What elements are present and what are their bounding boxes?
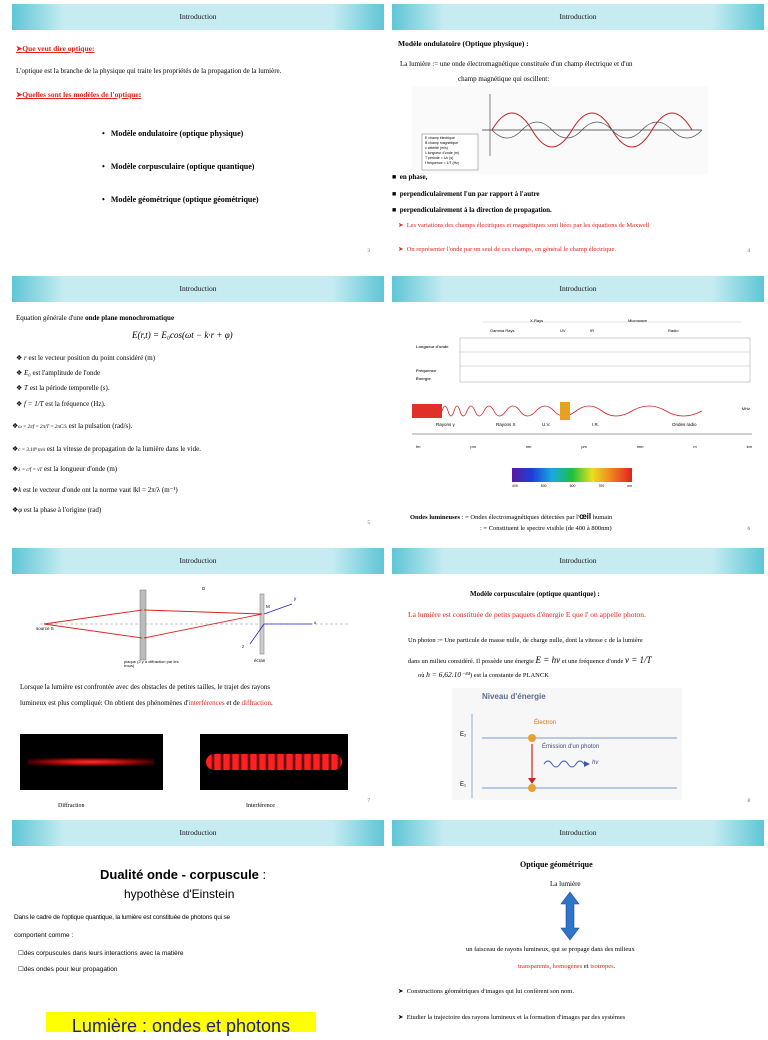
type-label: Ondes radio — [672, 422, 697, 427]
ray — [44, 624, 142, 638]
frequency-wave-path — [442, 406, 702, 416]
wave-frequency-figure — [412, 396, 754, 436]
question-heading: ➤Que veut dire optique: — [16, 44, 95, 53]
param-text: est la vitesse de propagation de la lumière dans le vide. — [45, 445, 201, 453]
slide-header — [12, 276, 384, 302]
legend-line: c célérité (m/s) — [425, 146, 448, 150]
param-item: ❖ f = 1/T est la fréquence (Hz). — [16, 400, 106, 408]
geo-bullet: ➤ Etudier la trajectoire des rayons lumineux et la formation d'images par des systèmes — [398, 1014, 626, 1021]
interference-term: interférences — [188, 699, 225, 707]
fig-label: M — [266, 604, 270, 609]
fig-label: D — [202, 586, 206, 591]
legend-line: E champ électrique — [425, 136, 455, 140]
photon-definition: La lumière est constituée de petits paquets d'énergie E que l' on appelle photon. — [408, 610, 646, 619]
slide-header — [12, 4, 384, 30]
diffraction-caption: Diffraction — [58, 803, 85, 809]
section-title: Modèle ondulatoire (Optique physique) : — [398, 39, 529, 48]
visible-scale — [512, 484, 632, 488]
conj: et — [582, 963, 591, 970]
models-heading: ➤Quelles sont les modèles de l'optique: — [16, 90, 142, 99]
electron-lower — [528, 784, 536, 792]
duality-text-2: comportent comme : — [14, 932, 74, 939]
duality-title-text: Dualité onde - corpuscule — [100, 867, 259, 882]
duality-item-text: des corpuscules dans leurs interactions avec la matière — [23, 950, 184, 957]
band-label: Microwave — [628, 318, 648, 323]
photon-energy — [408, 654, 652, 667]
page-number: 5 — [367, 521, 370, 526]
interference-setup-svg — [32, 584, 352, 670]
ray — [144, 610, 262, 614]
param-symbol: φ — [18, 506, 23, 514]
ray — [44, 610, 142, 624]
fig-label: x — [314, 620, 317, 625]
row-label: Énergie — [416, 376, 431, 381]
duality-text: Dans le cadre de l'optique quantique, la lumière est constituée de photons qui se — [14, 914, 230, 921]
emission-label: Émission d'un photon — [542, 744, 600, 750]
param-text: est la phase à l'origine (rad) — [22, 506, 102, 514]
slide-header — [392, 820, 764, 846]
type-label: U.V. — [542, 422, 551, 427]
param-symbol: r — [24, 354, 27, 362]
frequency-wave-svg — [412, 396, 754, 436]
band-label: Gamma Rays — [490, 328, 515, 333]
param-item: ❖ E₀ est l'amplitude de l'onde — [16, 369, 101, 377]
diffraction-image — [20, 734, 163, 790]
spectrum-table-svg — [412, 310, 752, 390]
wave-definition-2: champ magnétique qui oscillent: — [458, 75, 550, 83]
band-label: X-Rays — [530, 318, 544, 323]
model-item: • Modèle ondulatoire (optique physique) — [102, 129, 244, 138]
model-item: • Modèle corpusculaire (optique quantique) — [102, 162, 255, 171]
slide-6 — [392, 272, 764, 534]
type-label: Rayons γ — [436, 422, 455, 427]
einstein-hypothesis: hypothèse d'Einstein — [124, 887, 235, 901]
param-item: ❖k est le vecteur d'onde ont la norme vaut ‖k‖ = 2π/λ (m⁻¹) — [12, 486, 178, 494]
slide-10 — [392, 816, 764, 1024]
section-title: Optique géométrique — [520, 860, 593, 869]
slide-8 — [392, 544, 764, 806]
arrow-note-text: On représenter l'onde par un seul de ces champs, en général le champ électrique. — [406, 246, 616, 253]
slide-header-title: Introduction — [559, 556, 597, 565]
banner-text: Lumière : ondes et photons — [71, 1016, 291, 1036]
medium-properties — [518, 963, 615, 972]
param-text: est la longueur d'onde (m) — [42, 465, 118, 473]
intro-bold: onde plane monochromatique — [85, 314, 175, 322]
e1-label: E₁ — [460, 782, 467, 788]
duality-item: ☐des ondes pour leur propagation — [18, 966, 118, 973]
scale-tick: nm — [525, 444, 532, 449]
legend-line: f fréquence = 1/T (Hz) — [425, 161, 460, 165]
page-number: 7 — [367, 799, 370, 804]
slide-header-title: Introduction — [559, 828, 597, 837]
wave-dense-segment — [412, 404, 442, 418]
row-label: Fréquence — [416, 368, 437, 373]
obstacle-text: Lorsque la lumière est confrontée avec des obstacles de petites tailles, le trajet des rayons — [20, 683, 271, 691]
legend-line: λ longueur d'onde (m) — [425, 151, 459, 155]
scale-tick: μm — [581, 444, 587, 449]
slide-header-title: Introduction — [559, 284, 597, 293]
isotropic-term: isotropes — [590, 963, 614, 970]
slide-header — [12, 820, 384, 846]
arrow-note: ➤ On représenter l'onde par un seul de ces champs, en général le champ électrique. — [398, 246, 616, 253]
bullet-item: ■ en phase, — [392, 173, 428, 181]
bullet-item: ■ perpendiculairement l'un par rapport à l'autre — [392, 190, 540, 198]
definition-text: L'optique est la branche de la physique qui traite les propriétés de la propagation de la lumière. — [16, 67, 282, 75]
model-label: Modèle ondulatoire (optique physique) — [110, 129, 244, 138]
double-arrow-svg — [560, 892, 580, 940]
page-number: 6 — [747, 527, 750, 532]
param-item: ❖ T est la période temporelle (s). — [16, 384, 110, 392]
screen — [260, 594, 264, 654]
fig-label: plaque (2 y a diffraction par les trous) — [124, 659, 179, 668]
interference-image — [200, 734, 348, 790]
photon-arrowhead — [584, 761, 590, 767]
slide-header — [392, 548, 764, 574]
band-label: UV — [560, 328, 566, 333]
duality-item: ☐des corpuscules dans leurs interactions avec la matière — [18, 950, 184, 957]
visible-tick: 400 — [512, 484, 518, 488]
param-text: est le vecteur position du point considéré (m) — [26, 354, 156, 362]
phenomena-text — [20, 699, 273, 708]
scale-tick: km — [746, 444, 752, 449]
equation-intro — [16, 314, 174, 323]
slide-5 — [12, 272, 384, 534]
arrow-note: ➤ Les variations des champs électriques et magnétiques sont liées par les équations de Maxwell — [398, 222, 650, 229]
electron-label: Électron — [534, 720, 557, 726]
e2-label: E₂ — [460, 732, 467, 738]
end: . — [613, 963, 616, 970]
model-label: Modèle corpusculaire (optique quantique) — [110, 162, 255, 171]
param-item: ❖ r est le vecteur position du point considéré (m) — [16, 354, 156, 362]
band-label: IR — [590, 328, 594, 333]
param-symbol: c = 3.10⁸ m/s — [18, 448, 46, 453]
slide-header — [392, 4, 764, 30]
geo-bullet-text: Constructions géométriques d'images qui lui confèrent son nom. — [406, 988, 574, 995]
light-caption-2: : = Constituent le spectre visible (de 400 à 800nm) — [480, 525, 612, 532]
models-heading-text: Quelles sont les modèles de l'optique — [22, 90, 139, 99]
planck-lead: où — [418, 672, 427, 679]
slide-header — [392, 276, 764, 302]
phenomena-conj: et de — [224, 699, 242, 707]
planck-text — [418, 670, 549, 681]
visible-tick: 600 — [569, 484, 576, 488]
light-label: La lumière — [550, 880, 581, 888]
visible-tick: 500 — [540, 484, 547, 488]
type-label: Rayons X — [496, 422, 516, 427]
scale-tick: mm — [636, 444, 644, 449]
fig-label: écran — [254, 658, 266, 663]
banner-box — [46, 1012, 316, 1036]
visible-tick: nm — [627, 484, 632, 488]
hv-label: hν — [592, 760, 599, 766]
question-text: Que veut dire optique: — [22, 44, 95, 53]
legend-line: B champ magnétique — [425, 141, 459, 145]
energy-level-diagram — [452, 688, 682, 800]
electron-upper — [528, 734, 536, 742]
param-symbol: E₀ — [24, 369, 31, 377]
section-title: Modèle corpusculaire (optique quantique) : — [470, 590, 600, 598]
param-item: ❖φ est la phase à l'origine (rad) — [12, 506, 102, 514]
param-item: ❖ω = 2πf = 2π/T = 2πC/λ est la pulsation (rad/s). — [12, 422, 133, 430]
slide-7 — [12, 544, 384, 809]
homogeneous-term: homogènes — [552, 963, 583, 970]
wave-equation: E(r,t) = E₀cos(ωt − k·r + φ) — [132, 330, 233, 340]
param-text: est le vecteur d'onde ont la norme vaut ‖k‖ = 2π/λ (m⁻¹) — [21, 486, 178, 494]
param-text: est l'amplitude de l'onde — [30, 369, 101, 377]
caption-text: : = Ondes électromagnétiques détectées par l' — [460, 514, 580, 521]
slide-header-title: Introduction — [179, 12, 217, 21]
duality-colon: : — [258, 867, 267, 882]
diffraction-term: diffraction — [241, 699, 271, 707]
double-arrow-icon — [560, 892, 580, 940]
bullet-item: ■ perpendiculairement à la direction de propagation. — [392, 206, 552, 214]
phenomena-end: . — [270, 699, 273, 707]
geo-bullet-text: Etudier la trajectoire des rayons lumineux et la formation d'images par des systèmes — [406, 1014, 626, 1021]
param-symbol: f = 1/T — [24, 400, 44, 408]
caption-end: humain — [591, 514, 613, 521]
energy-text: dans un milieu considéré. Il possède une énergie — [408, 658, 536, 665]
phenomena-lead: lumineux est plus compliqué: On obtient des phénomènes d' — [20, 699, 189, 707]
type-label: I.R. — [592, 422, 600, 427]
diagram-title: Niveau d'énergie — [482, 692, 546, 701]
spectrum-table — [460, 338, 750, 382]
visible-band-marker — [560, 402, 570, 420]
param-symbol: λ = c/f = vT — [18, 468, 43, 473]
mhz-label: MHz — [741, 406, 750, 411]
band-label: Radio — [668, 328, 679, 333]
param-text: est la période temporelle (s). — [27, 384, 110, 392]
bullet-text: perpendiculairement l'un par rapport à l'autre — [399, 190, 540, 198]
fig-label: source S — [36, 626, 54, 631]
slide-header-title: Introduction — [179, 284, 217, 293]
legend-line: T période = λ/c (s) — [425, 156, 454, 160]
duality-item-text: des ondes pour leur propagation — [23, 966, 118, 973]
interference-setup-figure — [32, 584, 352, 670]
param-text: est la pulsation (rad/s). — [66, 422, 133, 430]
slit-plate — [140, 590, 146, 660]
planck-formula: h = 6,62.10⁻³⁴ — [426, 670, 471, 679]
photon-wave — [544, 761, 584, 767]
param-item: ❖c = 3.10⁸ m/s est la vitesse de propagation de la lumière dans le vide. — [12, 445, 201, 453]
model-label: Modèle géométrique (optique géométrique) — [110, 195, 259, 204]
slide-9 — [12, 816, 384, 1036]
scale-row — [416, 444, 752, 449]
param-symbol: k — [18, 486, 22, 494]
energy-formula: E = hν — [535, 655, 561, 665]
slide-header-title: Introduction — [559, 12, 597, 21]
param-text: est la fréquence (Hz). — [43, 400, 106, 408]
row-label: Longueur d'onde — [416, 344, 449, 349]
slide-header-title: Introduction — [179, 828, 217, 837]
model-item: • Modèle géométrique (optique géométrique) — [102, 195, 259, 204]
fig-label: z — [242, 644, 245, 649]
duality-title — [100, 866, 266, 884]
intro-text: Equation générale d'une — [16, 314, 86, 322]
photon-text: Un photon := Une particule de masse nulle, de charge nulle, dont la vitesse c de la lumière — [408, 637, 643, 644]
beam-text: un faisceau de rayons lumineux, qui se propage dans des milieux — [466, 946, 635, 953]
em-spectrum-figure — [412, 310, 752, 390]
bullet-text: perpendiculairement à la direction de propagation. — [399, 206, 552, 214]
caption-eye: œil — [579, 512, 592, 521]
visible-spectrum-bar — [512, 468, 632, 482]
transition-arrowhead — [528, 778, 536, 784]
transparent-term: transparents — [518, 963, 550, 970]
frequency-text: et une fréquence d'onde — [560, 658, 625, 665]
scale-tick: pm — [470, 444, 476, 449]
frequency-formula: ν = 1/T — [624, 655, 652, 665]
arrow-note-text: Les variations des champs électriques et magnétiques sont liées par les équations de Maxwell — [406, 222, 650, 229]
slide-header-title: Introduction — [179, 556, 217, 565]
bullet-text: en phase, — [399, 173, 428, 181]
slide-4 — [392, 0, 764, 262]
param-symbol: T — [24, 384, 28, 392]
interference-caption: Interférence — [246, 803, 275, 809]
page-number: 4 — [747, 249, 750, 254]
scale-tick: m — [693, 444, 697, 449]
fig-label: y — [294, 596, 297, 601]
geo-bullet: ➤ Constructions géométriques d'images qui lui confèrent son nom. — [398, 988, 574, 995]
scale-tick: fm — [416, 444, 421, 449]
slide-header — [12, 548, 384, 574]
ray — [144, 614, 262, 638]
planck-end: ) est la constante de PLANCK — [470, 672, 549, 679]
em-wave-figure — [412, 86, 708, 174]
wave-definition: La lumière := une onde électromagnétique constituée d'un champ électrique et d'un — [400, 60, 633, 68]
param-item: ❖λ = c/f = vT est la longueur d'onde (m) — [12, 465, 118, 473]
light-caption — [410, 512, 612, 523]
page-number: 3 — [367, 249, 370, 254]
slide-3 — [12, 0, 384, 262]
param-symbol: ω = 2πf = 2π/T = 2πC/λ — [18, 425, 67, 430]
sep: , — [549, 963, 553, 970]
page-number: 8 — [747, 799, 750, 804]
visible-tick: 700 — [598, 484, 605, 488]
caption-bold: Ondes lumineuses — [410, 514, 461, 521]
